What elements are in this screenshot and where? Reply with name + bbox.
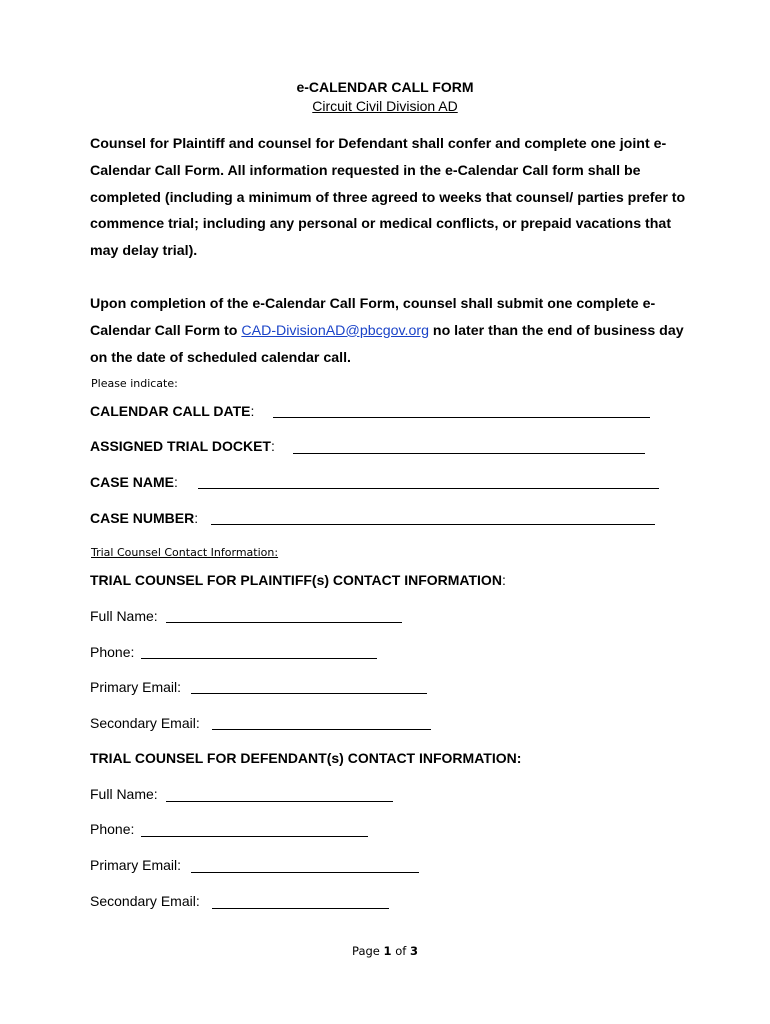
plaintiff-phone-field[interactable] <box>141 658 377 659</box>
plaintiff-secondary-email-label: Secondary Email: <box>90 715 200 731</box>
calendar-call-date-colon: : <box>250 403 255 419</box>
defendant-full-name-label: Full Name: <box>90 786 158 802</box>
defendant-phone-field[interactable] <box>141 836 368 837</box>
case-number-caption: CASE NUMBER <box>90 510 195 526</box>
case-name-caption: CASE NAME <box>90 474 175 490</box>
assigned-trial-docket-field[interactable] <box>293 453 645 454</box>
case-name-field[interactable] <box>198 488 659 489</box>
trial-counsel-note: Trial Counsel Contact Information: <box>91 546 279 559</box>
form-title: e-CALENDAR CALL FORM <box>296 79 474 95</box>
submission-text-after: no later than the end of business day on the date of scheduled calendar call. <box>90 322 684 366</box>
case-name-colon: : <box>174 474 178 490</box>
calendar-call-date-label <box>90 403 254 419</box>
plaintiff-heading-text: TRIAL COUNSEL FOR PLAINTIFF(s) CONTACT INFORMATION <box>90 572 502 588</box>
total-pages-number: 3 <box>409 944 418 958</box>
defendant-phone-label: Phone: <box>90 821 135 837</box>
plaintiff-primary-email-field[interactable] <box>191 693 427 694</box>
plaintiff-heading-colon: : <box>501 572 506 588</box>
division-email-link[interactable]: CAD-DivisionAD@pbcgov.org <box>241 322 429 339</box>
plaintiff-section-heading <box>90 572 506 588</box>
defendant-secondary-email-field[interactable] <box>212 908 389 909</box>
case-number-field[interactable] <box>211 524 655 525</box>
calendar-call-date-caption: CALENDAR CALL DATE <box>90 403 251 419</box>
assigned-trial-docket-label <box>90 438 275 454</box>
defendant-full-name-field[interactable] <box>166 801 393 802</box>
case-number-colon: : <box>194 510 199 526</box>
case-name-label <box>90 474 178 490</box>
defendant-section-heading: TRIAL COUNSEL FOR DEFENDANT(s) CONTACT INFORMATION: <box>90 750 522 766</box>
calendar-call-date-field[interactable] <box>273 417 650 418</box>
submission-paragraph <box>90 291 690 371</box>
page-word: Page <box>352 944 380 958</box>
defendant-primary-email-label: Primary Email: <box>90 857 182 873</box>
please-indicate-label: Please indicate: <box>91 377 178 390</box>
assigned-trial-docket-caption: ASSIGNED TRIAL DOCKET <box>90 438 271 454</box>
plaintiff-phone-label: Phone: <box>90 644 135 660</box>
plaintiff-secondary-email-field[interactable] <box>212 729 431 730</box>
plaintiff-primary-email-label: Primary Email: <box>90 679 182 695</box>
plaintiff-full-name-label: Full Name: <box>90 608 158 624</box>
plaintiff-full-name-field[interactable] <box>166 622 402 623</box>
form-subtitle: Circuit Civil Division AD <box>312 98 458 114</box>
defendant-secondary-email-label: Secondary Email: <box>90 893 200 909</box>
defendant-primary-email-field[interactable] <box>191 872 419 873</box>
submission-text-before: Upon completion of the e-Calendar Call Form, counsel shall submit one complete e-Calendar Call Form to <box>90 296 656 339</box>
assigned-trial-docket-colon: : <box>270 438 275 454</box>
current-page-number: 1 <box>383 944 392 958</box>
of-word: of <box>395 944 407 958</box>
intro-paragraph: Counsel for Plaintiff and counsel for Defendant shall confer and complete one joint e-Calendar Call Form. All information requested in the e-Calendar Call form shall be completed (including a minimum of three agreed to weeks that counsel/ parties prefer to commence trial; including any personal or medical conflicts, or prepaid vacations that may delay trial). <box>90 136 686 260</box>
case-number-label <box>90 510 198 526</box>
page-footer <box>0 944 770 958</box>
